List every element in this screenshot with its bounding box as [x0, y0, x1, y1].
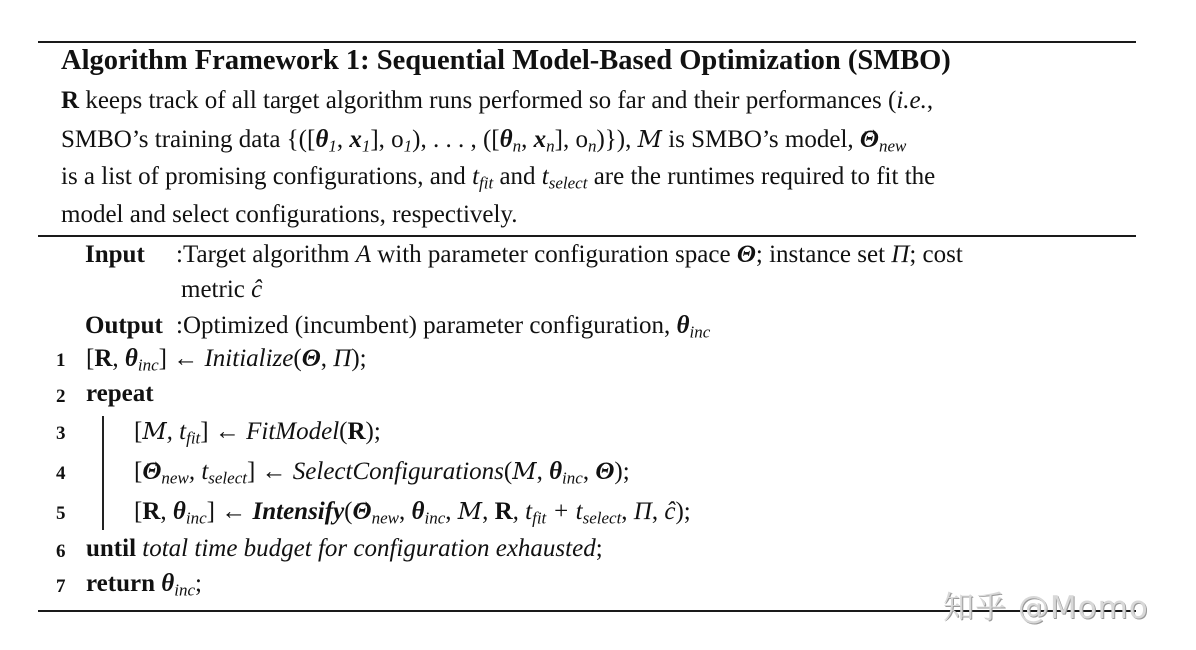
algorithm-line-5: [R, $\theta_{inc}$] ← Intensify(→ $\Theta_{new}$, $\theta_{inc}$, M, R, $t_{fit} + t_{select}$, Π, ĉ); [134, 496, 691, 527]
algorithm-line-7: return $\theta_{inc}$; [86, 570, 202, 600]
algorithm-line-6: until total time budget for configuration exhausted; [86, 535, 603, 562]
input-label: Input [85, 241, 145, 268]
caption-line-3: is a list of promising configurations, and $t_{fit}$ and $t_{select}$ are the runtimes required to fit the [61, 163, 936, 193]
line-number: 6 [56, 541, 66, 562]
caption-line-4: model and select configurations, respectively. [61, 201, 518, 228]
output-text: :Optimized (incumbent) parameter configuration, $\theta_{inc}$ [176, 312, 711, 342]
algorithm-line-4: [→ $\Theta_{new}$, $t_{select}$] ← SelectConfigurations(M, $\theta_{inc}$, Θ); [134, 456, 630, 487]
line-number: 1 [56, 350, 66, 371]
top-rule [38, 41, 1136, 43]
algorithm-title: Algorithm Framework 1: Sequential Model-Based Optimization (SMBO) [61, 45, 951, 76]
line-number: 4 [56, 463, 66, 484]
watermark: 知乎 @Momo [943, 590, 1149, 626]
line-number: 7 [56, 576, 66, 597]
output-label: Output [85, 312, 163, 339]
caption-line-1: R keeps track of all target algorithm runs performed so far and their performances (i.e., [61, 87, 934, 114]
algorithm-line-3: [M, $t_{fit}$] ← FitModel(R); [134, 417, 381, 448]
line-number: 5 [56, 503, 66, 524]
repeat-block-bar [102, 416, 104, 530]
caption-line-2: SMBO’s training data {([$\theta_1$, $x_1$], $o_1$), . . . , ([$\theta_n$, $x_n$], $o_n$)}), M is SMBO’s model, → $\Theta_{new}$ [61, 124, 906, 155]
algorithm-line-2: repeat [86, 380, 154, 407]
line-number: 3 [56, 423, 66, 444]
input-text: :Target algorithm A with parameter configuration space Θ; instance set Π; cost [176, 241, 963, 268]
middle-rule [38, 235, 1136, 237]
algorithm-line-1: [R, $\theta_{inc}$] ← Initialize(Θ, Π); [86, 345, 367, 375]
input-text-line-2: metric ĉ [181, 276, 263, 303]
line-number: 2 [56, 386, 66, 407]
